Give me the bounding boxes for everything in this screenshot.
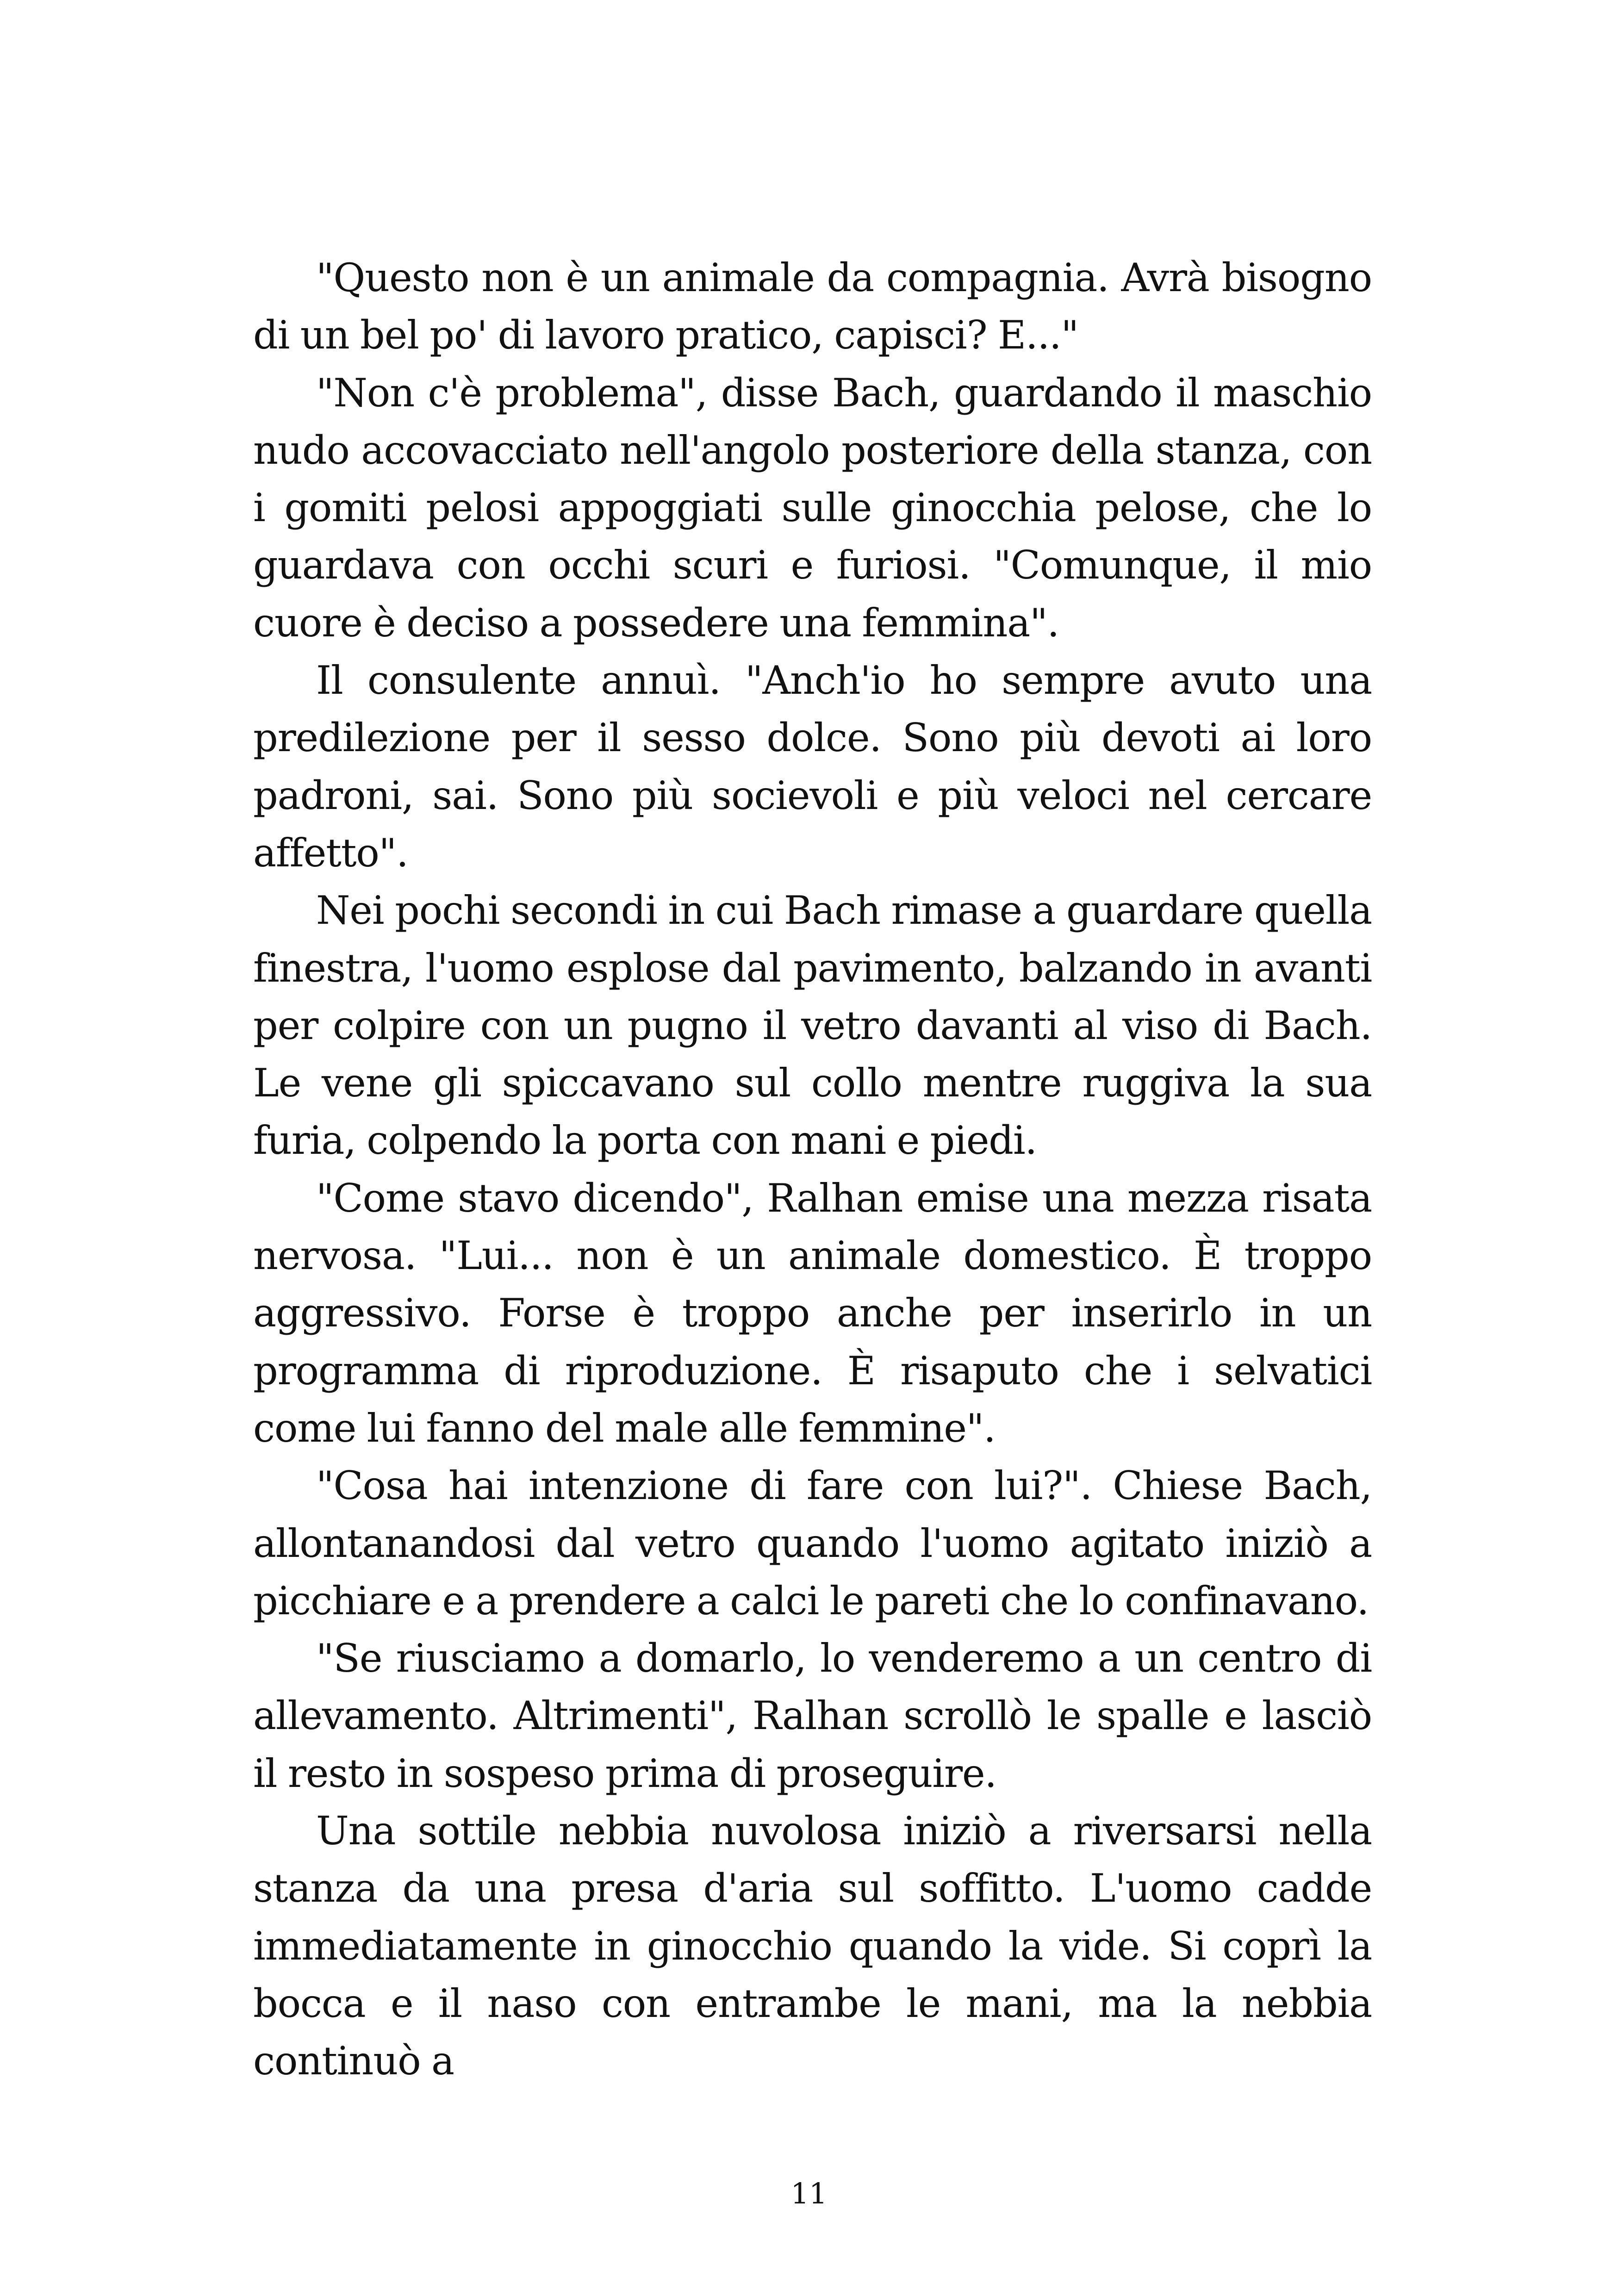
paragraph-2: "Non c'è problema", disse Bach, guardando il maschio nudo accovacciato nell'angolo posteriore della stanza, con i gomiti pelosi appoggiati sulle ginocchia pelose, che lo guardava con occhi scuri e furiosi. "Comunque, il mio cuore è deciso a possedere una femmina".: [253, 370, 1372, 646]
paragraph-4: Nei pochi secondi in cui Bach rimase a guardare quella finestra, l'uomo esplose dal pavimento, balzando in avanti per colpire con un pugno il vetro davanti al viso di Bach. Le vene gli spiccavano sul collo mentre ruggiva la sua furia, colpendo la porta con mani e piedi.: [253, 888, 1372, 1164]
page-number: 11: [790, 2177, 828, 2210]
page-body: [253, 249, 1372, 2090]
paragraph-5: "Come stavo dicendo", Ralhan emise una mezza risata nervosa. "Lui... non è un animale domestico. È troppo aggressivo. Forse è troppo anche per inserirlo in un programma di riproduzione. È risaputo che i selvatici come lui fanno del male alle femmine".: [253, 1175, 1372, 1451]
paragraph-6: "Cosa hai intenzione di fare con lui?". Chiese Bach, allontanandosi dal vetro quando l'uomo agitato iniziò a picchiare e a prendere a calci le pareti che lo confinavano.: [253, 1463, 1372, 1624]
paragraph-1: "Questo non è un animale da compagnia. Avrà bisogno di un bel po' di lavoro pratico, capisci? E...": [253, 255, 1372, 358]
paragraph-3: Il consulente annuì. "Anch'io ho sempre avuto una predilezione per il sesso dolce. Sono più devoti ai loro padroni, sai. Sono più socievoli e più veloci nel cercare affetto".: [253, 658, 1372, 876]
paragraph-8: Una sottile nebbia nuvolosa iniziò a riversarsi nella stanza da una presa d'aria sul soffitto. L'uomo cadde immediatamente in ginocchio quando la vide. Si coprì la bocca e il naso con entrambe le mani, ma la nebbia continuò a: [253, 1808, 1372, 2084]
paragraph-7: "Se riusciamo a domarlo, lo venderemo a un centro di allevamento. Altrimenti", Ralhan scrollò le spalle e lasciò il resto in sospeso prima di proseguire.: [253, 1636, 1372, 1796]
